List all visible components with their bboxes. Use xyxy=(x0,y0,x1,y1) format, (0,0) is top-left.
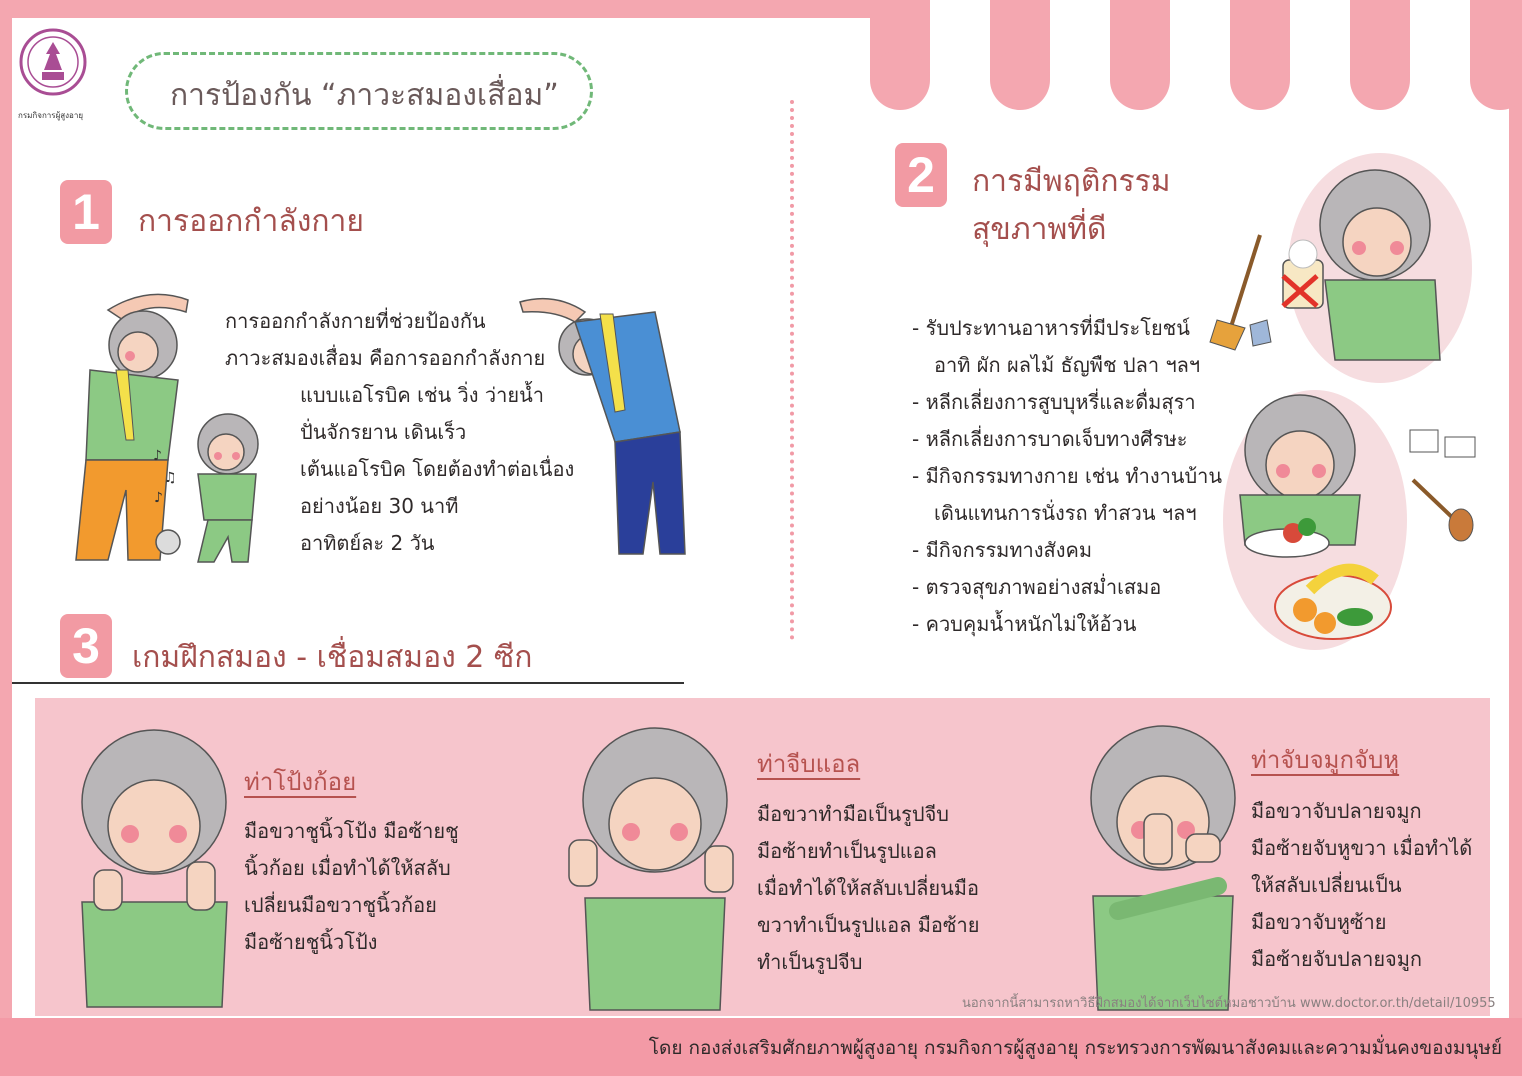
section-1-line: การออกกำลังกายที่ช่วยป้องกัน xyxy=(225,309,486,333)
section-2-line: เดินแทนการนั่งรถ ทำสวน ฯลฯ xyxy=(934,501,1197,525)
card-3-line: มือซ้ายจับปลายจมูก xyxy=(1251,947,1423,971)
card-1-line: มือซ้ายชูนิ้วโป้ง xyxy=(244,930,378,954)
card-3-line: มือซ้ายจับหูขวา เมื่อทำได้ xyxy=(1251,836,1473,860)
awning-decoration xyxy=(870,0,1522,118)
svg-text:♪: ♪ xyxy=(154,490,163,506)
nose-ear-woman-illustration xyxy=(1078,716,1248,1014)
column-divider xyxy=(790,100,794,640)
card-3-title: ท่าจับจมูกจับหู xyxy=(1251,746,1400,774)
section-1-line: ปั่นจักรยาน เดินเร็ว xyxy=(300,420,467,444)
woman-eating-healthy-illustration xyxy=(1215,385,1490,655)
card-2-title: ท่าจีบแอล xyxy=(757,750,861,778)
card-3-line: ให้สลับเปลี่ยนเป็น xyxy=(1251,873,1402,897)
section-1-heading: การออกกำลังกาย xyxy=(138,204,364,239)
section-3-heading: เกมฝึกสมอง - เชื่อมสมอง 2 ซีก xyxy=(132,640,533,675)
section-2-line: - มีกิจกรรมทางสังคม xyxy=(912,538,1093,562)
logo-caption: กรมกิจการผู้สูงอายุ xyxy=(18,111,84,120)
card-3-line: มือขวาจับปลายจมูก xyxy=(1251,799,1422,823)
card-2-line: มือขวาทำมือเป็นรูปจีบ xyxy=(757,802,949,826)
section-3-badge: 3 xyxy=(60,614,112,678)
ministry-seal-logo xyxy=(18,24,88,104)
card-3-line: มือขวาจับหูซ้าย xyxy=(1251,910,1387,934)
section-1-line: ภาวะสมองเสื่อม คือการออกกำลังกาย xyxy=(225,346,546,370)
dancing-woman-illustration xyxy=(148,402,273,577)
section-1-line: อย่างน้อย 30 นาที xyxy=(300,494,459,518)
svg-text:♫: ♫ xyxy=(164,470,177,486)
card-1-line: นิ้วก้อย เมื่อทำได้ให้สลับ xyxy=(244,856,451,880)
section-1-line: อาทิตย์ละ 2 วัน xyxy=(300,531,435,555)
card-1-line: มือขวาชูนิ้วโป้ง มือซ้ายชู xyxy=(244,819,459,843)
section-2-line: - รับประทานอาหารที่มีประโยชน์ xyxy=(912,316,1190,340)
svg-text:♪: ♪ xyxy=(153,448,162,464)
section-2-line: - ตรวจสุขภาพอย่างสม่ำเสมอ xyxy=(912,575,1162,599)
card-2-line: เมื่อทำได้ให้สลับเปลี่ยนมือ xyxy=(757,876,979,900)
card-1-line: เปลี่ยนมือขวาชูนิ้วก้อย xyxy=(244,893,437,917)
section-divider-line xyxy=(12,682,684,684)
section-2-line: - หลีกเลี่ยงการบาดเจ็บทางศีรษะ xyxy=(912,427,1188,451)
card-2-line: มือซ้ายทำเป็นรูปแอล xyxy=(757,839,937,863)
thumb-pinky-woman-illustration xyxy=(72,722,237,1012)
section-2-line: - มีกิจกรรมทางกาย เช่น ทำงานบ้าน xyxy=(912,464,1223,488)
card-1-title: ท่าโป้งก้อย xyxy=(244,768,357,796)
section-2-line: - หลีกเลี่ยงการสูบบุหรี่และดื่มสุรา xyxy=(912,390,1196,414)
source-credit: นอกจากนี้สามารถหาวิธีฝึกสมองได้จากเว็บไซต์หมอชาวบ้าน www.doctor.or.th/detail/10955 xyxy=(962,996,1496,1011)
happy-woman-no-drinking-illustration xyxy=(1205,150,1475,385)
section-2-heading-line2: สุขภาพที่ดี xyxy=(972,212,1107,247)
section-1-badge: 1 xyxy=(60,180,112,244)
section-2-badge: 2 xyxy=(895,143,947,207)
pinch-l-woman-illustration xyxy=(565,718,745,1014)
stretching-man-illustration xyxy=(515,292,690,567)
section-2-heading-line1: การมีพฤติกรรม xyxy=(972,164,1171,199)
footer-attribution: โดย กองส่งเสริมศักยภาพผู้สูงอายุ กรมกิจการผู้สูงอายุ กระทรวงการพัฒนาสังคมและความมั่นคงของมนุษย์ xyxy=(648,1037,1502,1059)
section-1-line: เต้นแอโรบิค โดยต้องทำต่อเนื่อง xyxy=(300,457,575,481)
card-2-line: ขวาทำเป็นรูปแอล มือซ้าย xyxy=(757,913,980,937)
section-2-line: อาทิ ผัก ผลไม้ ธัญพืช ปลา ฯลฯ xyxy=(934,353,1201,377)
section-2-line: - ควบคุมน้ำหนักไม่ให้อ้วน xyxy=(912,612,1137,636)
page-title: การป้องกัน “ภาวะสมองเสื่อม” xyxy=(170,78,559,113)
card-2-line: ทำเป็นรูปจีบ xyxy=(757,950,863,974)
section-1-line: แบบแอโรบิค เช่น วิ่ง ว่ายน้ำ xyxy=(300,383,544,407)
